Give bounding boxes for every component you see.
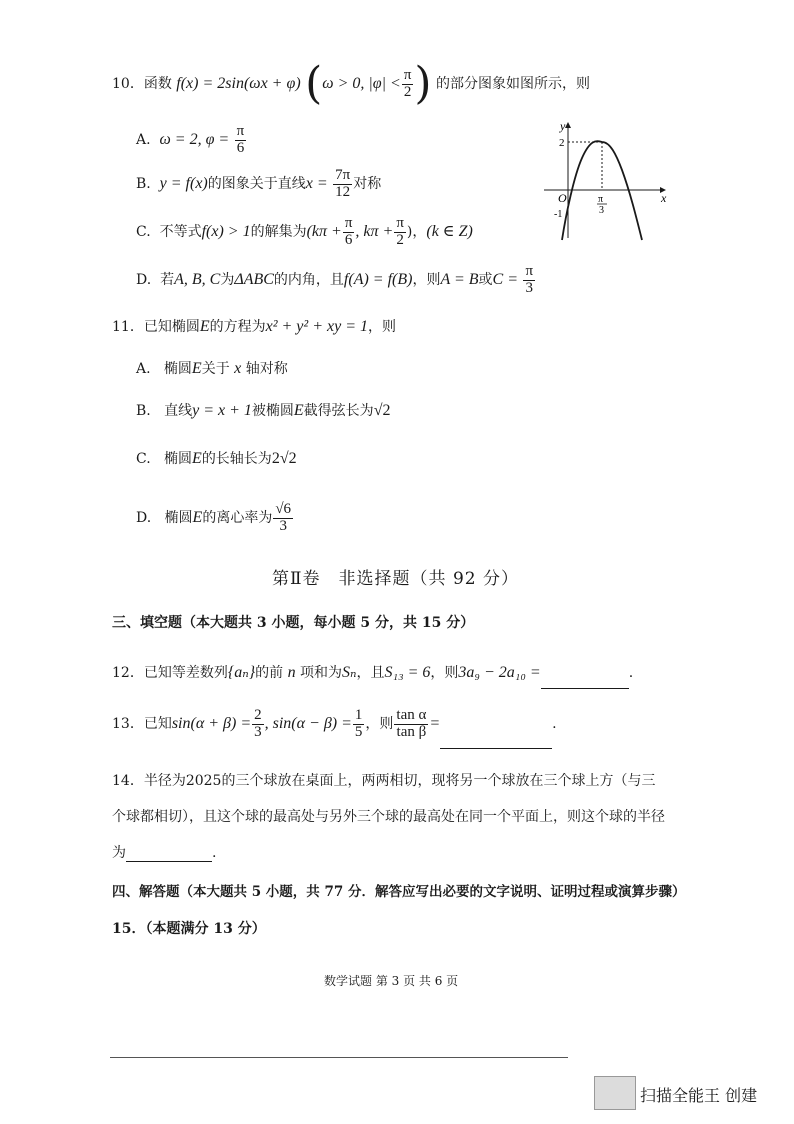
- q14-line2: 个球都相切），且这个球的最高处与另外三个球的最高处在同一个平面上，则这个球的半径: [112, 809, 665, 825]
- graph-origin: O: [558, 191, 567, 205]
- q11-option-d: D. 椭圆E的离心率为 $\frac{√6}{3}$: [136, 500, 292, 534]
- q10-sine-graph: [540, 118, 676, 244]
- q11-number: 11．: [112, 319, 144, 335]
- q12-number: 12．: [112, 665, 144, 681]
- q12-answer-blank[interactable]: [541, 658, 629, 689]
- graph-tick-y-bottom: -1: [554, 209, 563, 220]
- q13: 13．已知sin(α + β) = $\frac{2}{3}$ , sin(α − β) = $\frac{1}{5}$ ，则 $\frac{\text{tan α}}{\text{tan β}}$ = .: [112, 700, 557, 749]
- graph-tick-x-den: 3: [599, 205, 604, 216]
- q10-number: 10．: [112, 76, 144, 92]
- graph-y-arrow: [565, 122, 571, 128]
- q12: 12．已知等差数列{aₙ}的前 n 项和为Sₙ，且S₁₃ = 6，则3a₉ − 2a₁₀ = .: [112, 658, 633, 689]
- q11-option-c: C. 椭圆E的长轴长为2√2: [136, 450, 297, 467]
- q10-option-c: C. 不等式f(x) > 1的解集为(kπ + $\frac{\pi}{6}$ , kπ + $\frac{\pi}{2}$ )，(k ∈ Z): [136, 214, 473, 248]
- q14-line1: 14．半径为2025的三个球放在桌面上，两两相切，现将另一个球放在三个球上方（与三: [112, 773, 656, 789]
- q14-answer-blank[interactable]: [126, 845, 212, 862]
- section4-title: 四、解答题（本大题共 5 小题，共 77 分．解答应写出必要的文字说明、证明过程或演算步骤）: [112, 884, 686, 900]
- page-footer: 数学试题 第 3 页 共 6 页: [324, 974, 459, 988]
- q13-number: 13．: [112, 716, 144, 732]
- q10-function: f(x) = 2sin(ωx + φ): [176, 75, 301, 92]
- q11-option-b: B. 直线y = x + 1被椭圆E截得弦长为√2: [136, 402, 391, 419]
- q14-line3: 为 .: [112, 845, 217, 861]
- q10-stem: 10．函数 f(x) = 2sin(ωx + φ) (ω > 0, |φ| < $\frac{\pi}{2}$ ) 的部分图象如图所示，则: [112, 58, 591, 109]
- graph-tick-y-top: 2: [559, 137, 565, 149]
- graph-x-label: x: [661, 191, 667, 205]
- section3-title: 三、填空题（本大题共 3 小题，每小题 5 分，共 15 分）: [112, 615, 475, 631]
- q10-option-d: D. 若A, B, C为ΔABC的内角，且f(A) = f(B)，则A = B或C = $\frac{\pi}{3}$: [136, 262, 534, 296]
- graph-y-label: y: [560, 119, 566, 133]
- graph-tick-x-num: π: [598, 194, 604, 205]
- watermark-text: 扫描全能王 创建: [640, 1086, 758, 1105]
- q15-label: 15．（本题满分 13 分）: [112, 921, 266, 937]
- bottom-rule: [110, 1057, 568, 1058]
- q10-option-a: A. ω = 2, φ = $\frac{\pi}{6}$: [136, 122, 245, 156]
- q11-option-a: A. 椭圆E关于 x 轴对称: [136, 360, 288, 377]
- camscanner-logo: [594, 1076, 636, 1110]
- part2-title: 第Ⅱ卷 非选择题（共 92 分）: [272, 569, 519, 589]
- q13-answer-blank[interactable]: [440, 700, 552, 749]
- q10-option-b: B. y = f(x)的图象关于直线x = $\frac{7\pi}{12}$ 对称: [136, 166, 382, 200]
- q11-stem: 11．已知椭圆E的方程为x² + y² + xy = 1，则: [112, 318, 396, 335]
